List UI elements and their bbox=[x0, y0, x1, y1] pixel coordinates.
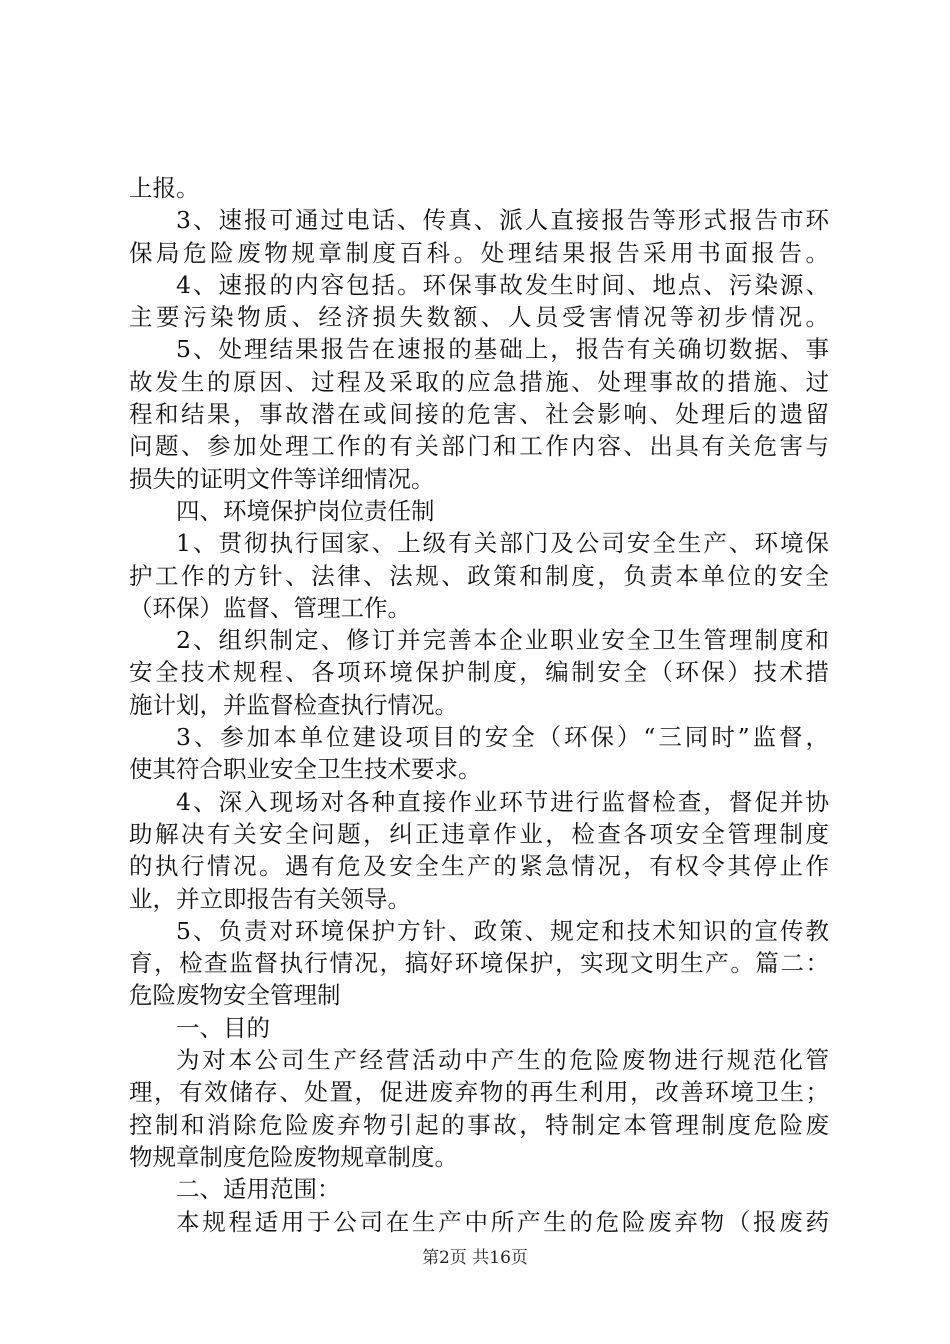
text-line: 3、速报可通过电话、传真、派人直接报告等形式报告市环 bbox=[176, 206, 832, 235]
text-line: 问题、参加处理工作的有关部门和工作内容、出具有关危害与 bbox=[129, 432, 832, 461]
page-footer: 第2页 共16页 bbox=[422, 1248, 528, 1268]
text-line: 的执行情况。遇有危及安全生产的紧急情况，有权令其停止作 bbox=[129, 852, 832, 881]
text-line: 二、适用范围： bbox=[176, 1175, 341, 1204]
text-line: 损失的证明文件等详细情况。 bbox=[129, 464, 435, 493]
document-body bbox=[129, 172, 833, 1238]
text-line: 程和结果，事故潜在或间接的危害、社会影响、处理后的遗留 bbox=[129, 400, 832, 429]
text-line: 育，检查监督执行情况，搞好环境保护，实现文明生产。篇二： bbox=[129, 949, 831, 978]
text-line: 上报。 bbox=[129, 174, 200, 202]
text-line: 5、处理结果报告在速报的基础上，报告有关确切数据、事 bbox=[176, 335, 832, 364]
text-line: 助解决有关安全问题，纠正违章作业，检查各项安全管理制度 bbox=[129, 819, 832, 848]
text-line: 2、组织制定、修订并完善本企业职业安全卫生管理制度和 bbox=[176, 626, 832, 655]
text-line: 使其符合职业安全卫生技术要求。 bbox=[129, 755, 482, 784]
text-line: 护工作的方针、法律、法规、政策和制度，负责本单位的安全 bbox=[129, 561, 832, 590]
text-line: 业，并立即报告有关领导。 bbox=[129, 884, 411, 913]
text-line: 物规章制度危险废物规章制度。 bbox=[129, 1142, 458, 1171]
text-line: 保局危险废物规章制度百科。处理结果报告采用书面报告。 bbox=[129, 238, 833, 267]
text-line: 危险废物安全管理制 bbox=[129, 981, 341, 1010]
text-line: 4、深入现场对各种直接作业环节进行监督检查，督促并协 bbox=[176, 787, 832, 816]
text-line: 施计划，并监督检查执行情况。 bbox=[129, 690, 458, 719]
text-line: 控制和消除危险废弃物引起的事故，特制定本管理制度危险废 bbox=[129, 1110, 832, 1139]
text-line: 安全技术规程、各项环境保护制度，编制安全（环保）技术措 bbox=[129, 658, 832, 687]
text-line: 1、贯彻执行国家、上级有关部门及公司安全生产、环境保 bbox=[176, 529, 832, 558]
text-line: 为对本公司生产经营活动中产生的危险废物进行规范化管 bbox=[176, 1046, 832, 1075]
text-line: 5、负责对环境保护方针、政策、规定和技术知识的宣传教 bbox=[176, 916, 832, 945]
text-line: 四、环境保护岗位责任制 bbox=[176, 496, 435, 525]
text-line: 本规程适用于公司在生产中所产生的危险废弃物（报废药 bbox=[176, 1207, 832, 1236]
text-line: 3、参加本单位建设项目的安全（环保）“三同时”监督， bbox=[176, 723, 832, 752]
text-line: 主要污染物质、经济损失数额、人员受害情况等初步情况。 bbox=[129, 303, 833, 332]
text-line: 一、目的 bbox=[176, 1013, 270, 1042]
text-line: 故发生的原因、过程及采取的应急措施、处理事故的措施、过 bbox=[129, 367, 832, 396]
text-line: （环保）监督、管理工作。 bbox=[129, 593, 411, 622]
text-line: 4、速报的内容包括。环保事故发生时间、地点、污染源、 bbox=[176, 270, 832, 299]
text-line: 理，有效储存、处置，促进废弃物的再生利用，改善环境卫生； bbox=[129, 1078, 831, 1107]
